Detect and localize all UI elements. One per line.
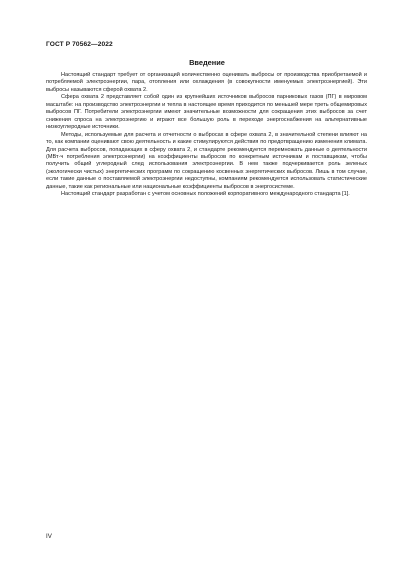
page-number: IV [46,533,52,540]
section-title: Введение [189,58,225,67]
paragraph: Настоящий стандарт разработан с учетом основных положений корпоративного международного стандарта [1]. [61,191,350,198]
paragraph: Методы, используемые для расчета и отчетности о выбросах в сфере охвата 2, в значительной степени влияют на то, как компании оценивают свою деятельность и какие стимулируются действия по предотвращению изменения климата. Для расчета выбросов, попадающих в сферу охвата 2, и стандарте рекомендуется перемножать данные о деятельности (МВт·ч потребления электроэнергии) на коэффициенты выбросов по конкретным источникам и поставщикам, чтобы получить общий углеродный след использования электроэнергии. В нем также подчеркивается роль зеленых (экологически чистых) энергетических программ по сокращению косвенных энергетических выбросов. Лишь в том случае, если такие данные о поставляемой электроэнергии недоступны, компаниям рекомендуется использовать статистические данные, такие как региональные или национальные коэффициенты выбросов в энергосистеме. [46,131,367,190]
paragraph: Настоящий стандарт требует от организаций количественно оценивать выбросы от производства приобретаемой и потребляемой электроэнергии, пара, отопления или охлаждения (в совокупности именуемых электроэнергией). Эти выбросы называются сферой охвата 2. [46,72,367,93]
paragraph: Сфера охвата 2 представляет собой один из крупнейших источников выбросов парниковых газов (ПГ) в мировом масштабе: на производство электроэнергии и тепла в настоящее время приходится по меньшей мере треть общемировых выбросов ПГ. Потребители электроэнергии имеют значительные возможности для сокращения этих выбросов за счет снижения спроса на электроэнергию и играют все большую роль в переходе энергоснабжения на альтернативные низкоуглеродные источники. [46,94,367,131]
standard-code: ГОСТ Р 70562—2022 [46,41,113,48]
section-body [46,72,367,199]
